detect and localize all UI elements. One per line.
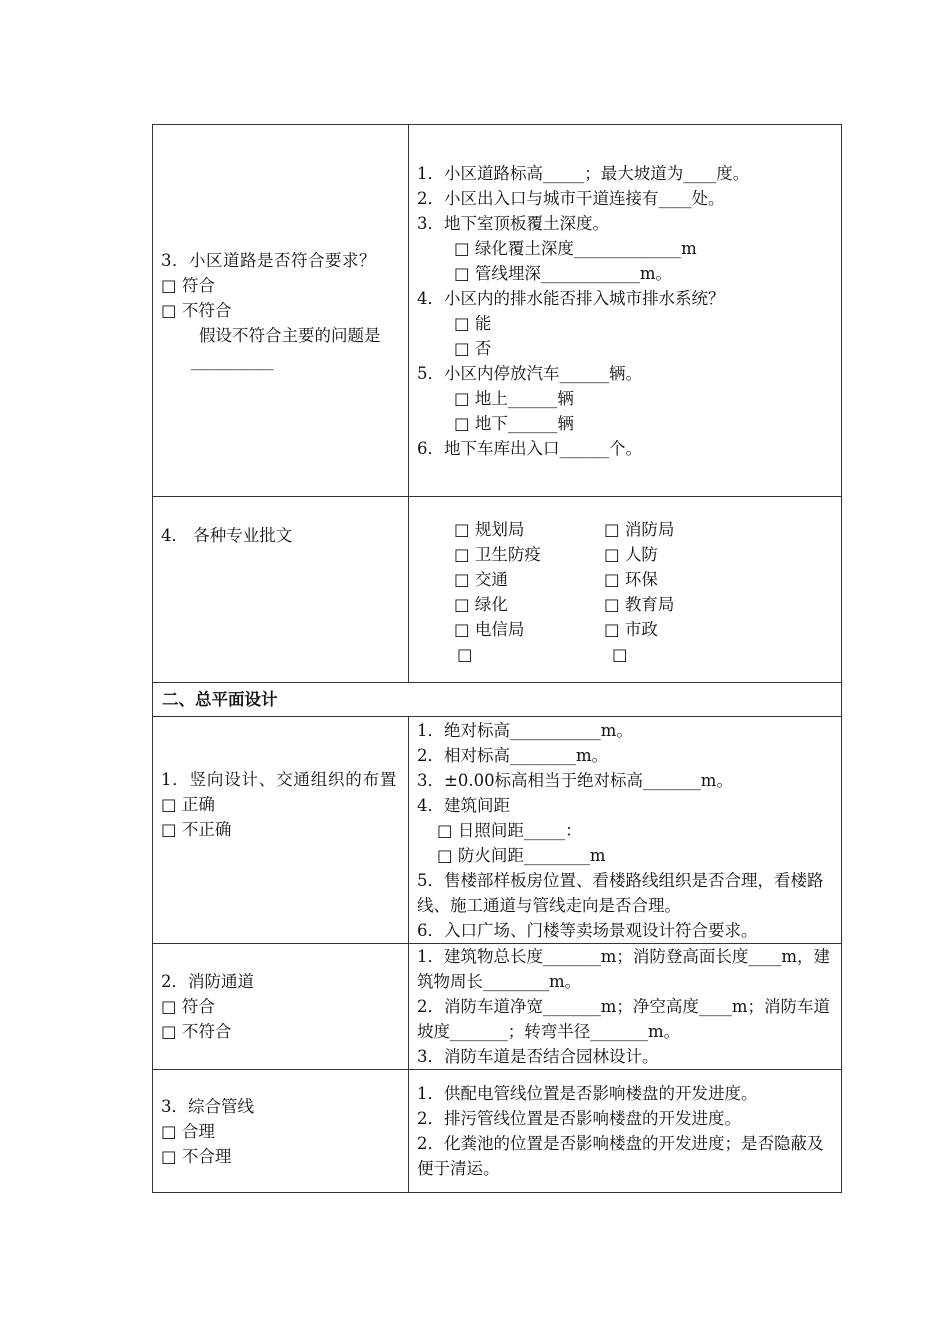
checkbox-telecom[interactable]: □ 电信局 xyxy=(454,620,525,639)
list-item: 4．小区内的排水能否排入城市排水系统？ xyxy=(417,288,725,308)
checkbox-fire[interactable]: □ 消防局 xyxy=(604,520,675,539)
utilities-label: 3．综合管线 xyxy=(161,1096,254,1116)
list-item: 2．排污管线位置是否影响楼盘的开发进度。 xyxy=(417,1109,741,1128)
option-unreasonable[interactable]: □ 不合理 xyxy=(161,1146,232,1166)
checkbox-blank-1[interactable]: □ xyxy=(457,645,473,664)
list-item: 3．±0.00标高相当于绝对标高_______m。 xyxy=(417,771,733,790)
checkbox-greening[interactable]: □ 绿化 xyxy=(454,595,508,614)
checkbox-traffic[interactable]: □ 交通 xyxy=(454,570,508,589)
checkbox-education[interactable]: □ 教育局 xyxy=(604,595,675,614)
checkbox-municipal[interactable]: □ 市政 xyxy=(604,620,658,639)
vertical-design-detail-cell xyxy=(409,717,842,944)
list-item[interactable]: □ 能 xyxy=(454,313,492,333)
issue-prompt: 假设不符合主要的问题是 xyxy=(199,326,381,345)
option-not-comply[interactable]: □ 不符合 xyxy=(161,1022,232,1041)
approvals-label-cell xyxy=(153,497,409,683)
list-item: 1．建筑物总长度_______m；消防登高面长度____m，建筑物周长________m。 xyxy=(417,947,831,991)
list-item: 4．建筑间距 xyxy=(417,796,510,815)
option-comply[interactable]: □ 符合 xyxy=(161,276,215,295)
roads-question: 3．小区道路是否符合要求？ xyxy=(161,251,376,270)
checklist-table xyxy=(152,124,842,1193)
table-row xyxy=(153,1070,842,1193)
list-item: 5．售楼部样板房位置、看楼路线组织是否合理，看楼路线、施工通道与管线走向是否合理。 xyxy=(417,871,824,915)
utilities-detail-cell xyxy=(409,1070,842,1193)
list-item: 2．相对标高________m。 xyxy=(417,746,609,765)
checkbox-civil-defense[interactable]: □ 人防 xyxy=(604,545,658,564)
list-item: 3．地下室顶板覆土深度。 xyxy=(417,213,609,233)
document-table-sheet xyxy=(152,124,842,1193)
vertical-design-cell xyxy=(153,717,409,944)
checkbox-epidemic[interactable]: □ 卫生防疫 xyxy=(454,545,541,564)
option-incorrect[interactable]: □ 不正确 xyxy=(161,820,232,839)
option-reasonable[interactable]: □ 合理 xyxy=(161,1121,215,1141)
checkbox-environment[interactable]: □ 环保 xyxy=(604,570,658,589)
list-item: 2．小区出入口与城市干道连接有____处。 xyxy=(417,188,725,208)
list-item[interactable]: □ 地上______辆 xyxy=(454,388,574,408)
list-item[interactable]: □ 否 xyxy=(454,338,492,358)
approvals-checklist-cell xyxy=(409,497,842,683)
list-item[interactable]: □ 管线埋深____________m。 xyxy=(454,263,672,283)
list-item[interactable]: □ 绿化覆土深度_____________m xyxy=(454,238,697,258)
table-row xyxy=(153,497,842,683)
utilities-cell xyxy=(153,1070,409,1193)
roads-requirement-cell xyxy=(153,125,409,497)
checkbox-blank-2[interactable]: □ xyxy=(612,645,628,664)
option-comply[interactable]: □ 符合 xyxy=(161,997,215,1016)
roads-detail-cell xyxy=(409,125,842,497)
fire-access-cell xyxy=(153,944,409,1070)
fire-access-label: 2．消防通道 xyxy=(161,972,254,991)
table-row xyxy=(153,125,842,497)
list-item: 2．化粪池的位置是否影响楼盘的开发进度；是否隐蔽及便于清运。 xyxy=(417,1134,824,1178)
option-correct[interactable]: □ 正确 xyxy=(161,795,215,814)
issue-blank[interactable]: __________ xyxy=(191,351,274,370)
list-item: 5．小区内停放汽车______辆。 xyxy=(417,363,642,383)
table-row xyxy=(153,944,842,1070)
section-heading: 二、总平面设计 xyxy=(153,683,842,717)
list-item: 6．入口广场、门楼等卖场景观设计符合要求。 xyxy=(417,921,758,940)
option-not-comply[interactable]: □ 不符合 xyxy=(161,301,232,320)
list-item[interactable]: □ 日照间距_____： xyxy=(437,821,582,840)
table-row xyxy=(153,717,842,944)
table-row xyxy=(153,683,842,717)
list-item: 3．消防车道是否结合园林设计。 xyxy=(417,1047,659,1066)
fire-access-detail-cell xyxy=(409,944,842,1070)
checkbox-planning[interactable]: □ 规划局 xyxy=(454,520,525,539)
list-item[interactable]: □ 地下______辆 xyxy=(454,413,574,433)
approvals-checklist xyxy=(417,517,833,667)
list-item[interactable]: □ 防火间距________m xyxy=(437,846,606,865)
list-item: 1．绝对标高___________m。 xyxy=(417,721,633,740)
list-item: 2．消防车道净宽_______m；净空高度____m；消防车道坡度_______；转弯半径_______m。 xyxy=(417,997,831,1041)
vertical-design-question: 1．竖向设计、交通组织的布置 xyxy=(161,770,398,789)
list-item: 1．供配电管线位置是否影响楼盘的开发进度。 xyxy=(417,1084,758,1103)
approvals-label: 4． 各种专业批文 xyxy=(161,526,293,545)
list-item: 6．地下车库出入口______个。 xyxy=(417,438,642,458)
list-item: 1．小区道路标高_____；最大坡道为____度。 xyxy=(417,163,750,183)
